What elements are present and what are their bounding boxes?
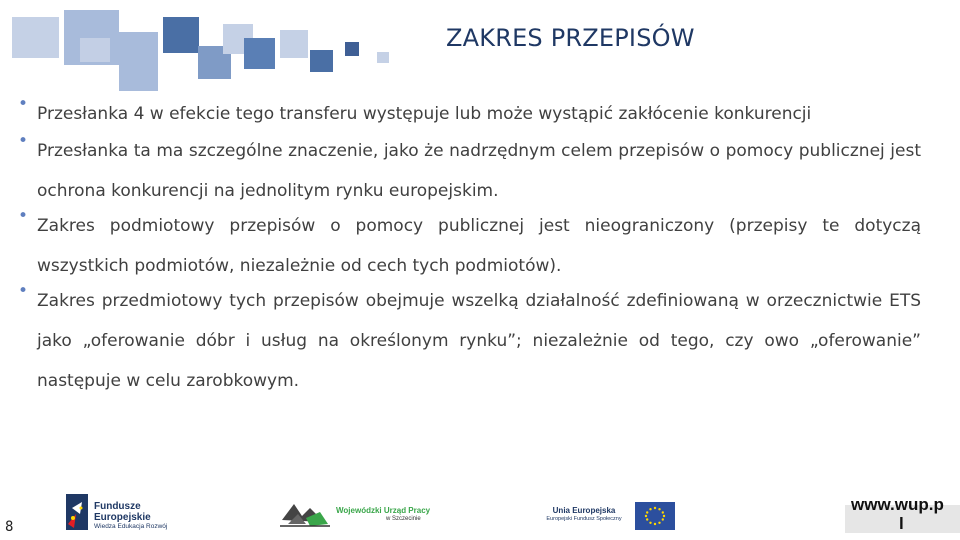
bullet-dot-icon: • [18,206,29,226]
fe-flag-icon [66,494,90,530]
logo-wup-szczecin [280,498,430,530]
bullet-item [18,131,921,211]
bullet-dot-icon: • [18,131,29,151]
website-link[interactable]: www.wup.p [851,495,944,514]
fe-logo-line2: Europejskie [94,512,151,523]
bullet-text: Przesłanka ta ma szczególne znaczenie, jako że nadrzędnym celem przepisów o pomocy publicznej jest ochrona konkurencji na jednolitym rynku europejskim. [37,141,921,201]
bullet-text: Zakres podmiotowy przepisów o pomocy publicznej jest nieograniczony (przepisy te dotyczą wszystkich podmiotów, niezależnie od cech tych podmiotów). [37,216,921,276]
ue-logo-line2: Europejski Fundusz Społeczny [546,516,622,522]
deco-square [377,52,389,63]
wup-logo-line2: w Szczecinie [386,516,421,522]
deco-square [345,42,359,56]
ue-logo-line1: Unia Europejska [552,506,616,515]
website-link-continuation[interactable]: l [899,514,904,533]
bullet-text: Zakres przedmiotowy tych przepisów obejmuje wszelką działalność zdefiniowaną w orzecznictwie ETS jako „oferowanie dóbr i usług na określonym rynku”; niezależnie od tego, czy owo „oferowanie” następuje w celu zarobkowym. [37,291,921,391]
deco-square [163,17,199,53]
wup-emblem-icon [280,498,332,528]
deco-square [310,50,333,72]
bullet-item [18,94,921,134]
bullet-text: Przesłanka 4 w efekcie tego transferu występuje lub może wystąpić zakłócenie konkurencji [37,104,812,124]
deco-square [80,38,110,62]
page-number: 8 [5,519,14,535]
deco-square [12,17,59,58]
fe-logo-line3: Wiedza Edukacja Rozwój [94,523,168,530]
slide-title: ZAKRES PRZEPISÓW [446,24,695,52]
bullet-item [18,206,921,286]
logo-unia-europejska [538,500,678,532]
bullet-item [18,281,921,401]
bullet-dot-icon: • [18,281,29,301]
logo-fundusze-europejskie [66,494,176,530]
wup-logo-line1: Wojewódzki Urząd Pracy [336,506,431,515]
deco-square [280,30,308,58]
bullet-list [18,94,921,401]
fe-logo-line1: Fundusze [94,501,141,512]
deco-square [119,32,158,91]
eu-flag-icon [635,502,675,530]
deco-square [244,38,275,69]
bullet-dot-icon: • [18,94,29,114]
